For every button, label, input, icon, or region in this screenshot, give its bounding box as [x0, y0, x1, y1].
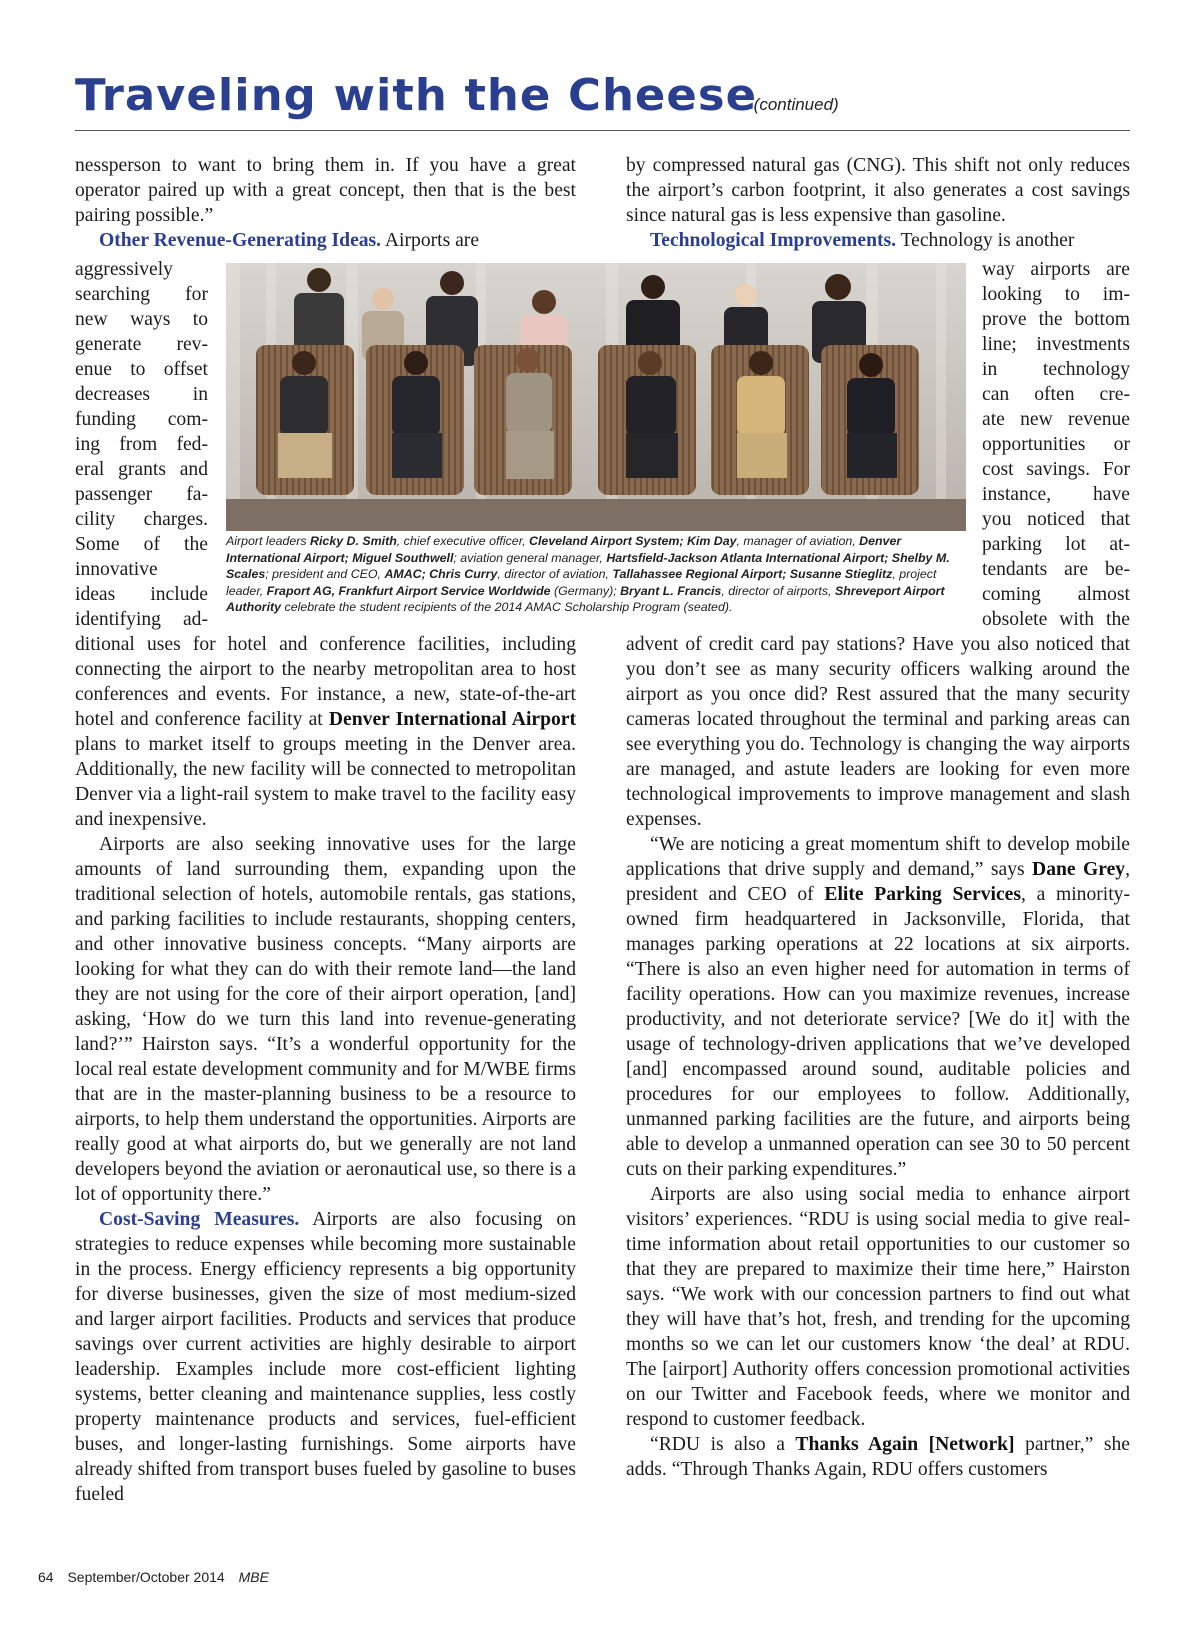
caption-name: Ricky D. Smith [310, 534, 397, 548]
continued-label: (continued) [753, 95, 839, 114]
wrap-line: aggressively [75, 259, 173, 280]
caption-name: Fraport AG, Frankfurt Airport Service Worldwide [266, 583, 551, 598]
wrap-line: way airports are [982, 259, 1130, 280]
partner-name: Thanks Again [Network] [795, 1434, 1015, 1455]
right-paragraph-2 [626, 228, 1130, 253]
right-paragraph-6-text: partner,” she adds. “Through Thanks Again, RDU offers customers [626, 1434, 1130, 1480]
left-paragraph-2-text: Airports are [381, 230, 480, 251]
caption-name: Bryant L. Francis [620, 583, 722, 598]
wrap-line: tendants are be- [982, 559, 1130, 580]
caption-text: ; president and CEO, [265, 567, 385, 582]
denver-airport-name: Denver International Airport [328, 709, 576, 730]
left-paragraph-3 [75, 632, 576, 832]
caption-name: Tallahassee Regional Airport; Susanne Stieglitz [612, 567, 893, 582]
right-paragraph-4-text: “We are noticing a great momentum shift to develop mobile applications that drive supply and demand,” says [626, 834, 1130, 880]
caption-text: , chief executive officer, [396, 534, 530, 548]
wrap-line: can often cre- [982, 384, 1130, 405]
left-paragraph-5-text: Airports are also focusing on strategies to reduce expenses while becoming more sustainable in the process. Energy efficiency represents a big opportunity for diverse businesses, given the size of most medium-sized and larger airport facilities. Products and services that produce savings over current activities are highly desirable to airport leadership. Examples include more cost-efficient lighting systems, better cleaning and maintenance supplies, less costly property maintenance products and services, fuel-efficient buses, and longer-lasting furnishings. Some airports have already shifted from transport buses fueled by gasoline to buses fueled [75, 1209, 576, 1505]
left-paragraph-1: nessperson to want to bring them in. If you have a great operator paired up with a great concept, then that is the best pairing possible.” [75, 155, 576, 226]
wrap-line: passenger fa- [75, 484, 208, 505]
right-column-body [626, 632, 1130, 1482]
section-heading-cost-saving: Cost-Saving Measures. [99, 1209, 300, 1230]
right-paragraph-3: advent of credit card pay stations? Have you also noticed that you don’t see as many security officers walking around the airport as you once did? Rest assured that the many security cameras located throughout the terminal and parking areas can see everything you do. Technology is changing the way airports are managed, and astute leaders are looking for even more technological improvements to improve management and slash expenses. [626, 634, 1130, 830]
wrap-line: in technology [982, 359, 1130, 380]
wrap-line: opportunities or [982, 434, 1130, 455]
caption-text: , director of aviation, [497, 567, 613, 582]
wrap-line: Some of the [75, 534, 208, 555]
right-paragraph-4-text: , a minority-owned firm headquartered in Jacksonville, Florida, that manages parking operations at 22 locations at six airports. “There is also an even higher need for automation in terms of facility operations. How can you maximize revenues, increase productivity, and not deteriorate service? [We do it] with the usage of technology-driven applications that we’ve developed [and] encompassed around sound, auditable policies and procedures for our employees to follow. Additionally, unmanned parking facilities are the future, and airports being able to develop a unmanned operation can see 30 to 50 percent cuts on their parking expenditures.” [626, 884, 1130, 1180]
photo-caption [226, 533, 968, 616]
wrap-line: looking to im- [982, 284, 1130, 305]
wrap-line: decreases in [75, 384, 208, 405]
wrap-line: cility charges. [75, 509, 208, 530]
right-paragraph-6-text: “RDU is also a [650, 1434, 796, 1455]
caption-text: , manager of aviation, [736, 534, 860, 548]
caption-text: Airport leaders [226, 534, 311, 548]
wrap-line: cost savings. For [982, 459, 1130, 480]
right-paragraph-1: by compressed natural gas (CNG). This shift not only reduces the airport’s carbon footprint, it also generates a cost savings since natural gas is less expensive than gasoline. [626, 155, 1130, 226]
left-paragraph-3-text: ditional uses for hotel and conference facilities, including connecting the airport to the nearby metropolitan area to host conferences and events. For instance, a new, state-of-the-art hotel and conference facility at [75, 634, 576, 730]
right-paragraph-6 [626, 1432, 1130, 1482]
right-column-top [626, 153, 1130, 253]
wrap-line: parking lot at- [982, 534, 1130, 555]
left-paragraph-3-end: plans to market itself to groups meeting in the Denver area. Additionally, the new facility will be connected to metropolitan Denver via a light-rail system to make travel to the facility easy and inexpensive. [75, 734, 576, 830]
left-paragraph-4: Airports are also seeking innovative uses for the large amounts of land surrounding them, expanding upon the traditional selection of hotels, automobile rentals, gas stations, and parking facilities to include restaurants, shopping centers, and other innovative business concepts. “Many airports are looking for what they can do with their remote land—the land they are not using for the core of their airport operation, [and] asking, ‘How do we turn this land into revenue-generating land?’” Hairston says. “It’s a wonderful opportunity for the local real estate development community and for M/WBE firms that are in the master-planning business to be a resource to airports, to help them understand the opportunities. Airports are really good at what airports do, but we generally are not land developers beyond the aviation or aeronautical use, so there is a lot of opportunity there.” [75, 834, 576, 1205]
caption-text: celebrate the student recipients of the 2014 AMAC Scholarship Program (seated). [281, 600, 733, 615]
caption-name: AMAC; Chris Curry [384, 567, 498, 582]
wrap-line: innovative [75, 559, 158, 580]
caption-name: Shreveport Airport Authority [226, 583, 945, 615]
group-photo-illustration [226, 263, 966, 531]
caption-text: ; aviation general manager, [453, 550, 607, 565]
caption-name: Hartsfield-Jackson Atlanta International Airport; Shelby M. Scales [226, 550, 950, 582]
wrap-line: prove the bottom [982, 309, 1130, 330]
left-column-body [75, 632, 576, 1507]
caption-name: Denver International Airport; Miguel Southwell [226, 534, 902, 565]
magazine-name: MBE [238, 1569, 269, 1585]
left-paragraph-2 [75, 228, 576, 253]
right-paragraph-5: Airports are also using social media to enhance airport visitors’ experiences. “RDU is using social media to give real-time information about retail opportunities to our customer so that they are prepared to maximize their time here,” Hairston says. “We work with our concession partners to find out what they will have that’s hot, fresh, and trending for the upcoming months so we can let our customers know ‘the deal’ at RDU. The [airport] Authority offers concession promotional activities on our Twitter and Facebook feeds, where we monitor and respond to customer feedback. [626, 1184, 1130, 1430]
section-heading-technology: Technological Improvements. [650, 230, 897, 251]
wrap-line: enue to offset [75, 359, 208, 380]
wrap-line: identifying ad- [75, 609, 208, 630]
group-photo [226, 263, 966, 531]
firm-name: Elite Parking Services [824, 884, 1021, 905]
wrap-line: eral grants and [75, 459, 208, 480]
left-paragraph-5 [75, 1207, 576, 1507]
section-heading-revenue: Other Revenue-Generating Ideas. [99, 230, 382, 251]
right-wrap-text [982, 257, 1130, 632]
person-name: Dane Grey [1032, 859, 1126, 880]
wrap-line: coming almost [982, 584, 1130, 605]
wrap-line: new ways to [75, 309, 208, 330]
right-paragraph-4-text: , president and CEO of [626, 859, 1130, 905]
wrap-line: searching for [75, 284, 208, 305]
caption-text: , project leader, [226, 567, 937, 598]
wrap-line: ideas include [75, 584, 208, 605]
wrap-line: instance, have [982, 484, 1130, 505]
article-title: Traveling with the Cheese [75, 70, 758, 121]
wrap-line: you noticed that [982, 509, 1130, 530]
page-header [75, 70, 1130, 121]
page-number: 64 [38, 1569, 54, 1585]
right-paragraph-4 [626, 832, 1130, 1182]
wrap-line: funding com- [75, 409, 208, 430]
wrap-line: ate new revenue [982, 409, 1130, 430]
wrap-line: generate rev- [75, 334, 208, 355]
issue-date: September/October 2014 [67, 1569, 225, 1585]
right-paragraph-2-text: Technology is another [896, 230, 1075, 251]
header-rule [75, 130, 1130, 131]
left-wrap-text [75, 257, 208, 632]
wrap-line: line; investments [982, 334, 1130, 355]
page-footer [38, 1569, 279, 1585]
caption-text: (Germany); [550, 583, 621, 598]
left-column-top [75, 153, 576, 253]
wrap-line: ing from fed- [75, 434, 208, 455]
wrap-line: obsolete with the [982, 609, 1130, 630]
caption-name: Cleveland Airport System; Kim Day [529, 534, 737, 548]
caption-text: , director of airports, [721, 583, 835, 598]
